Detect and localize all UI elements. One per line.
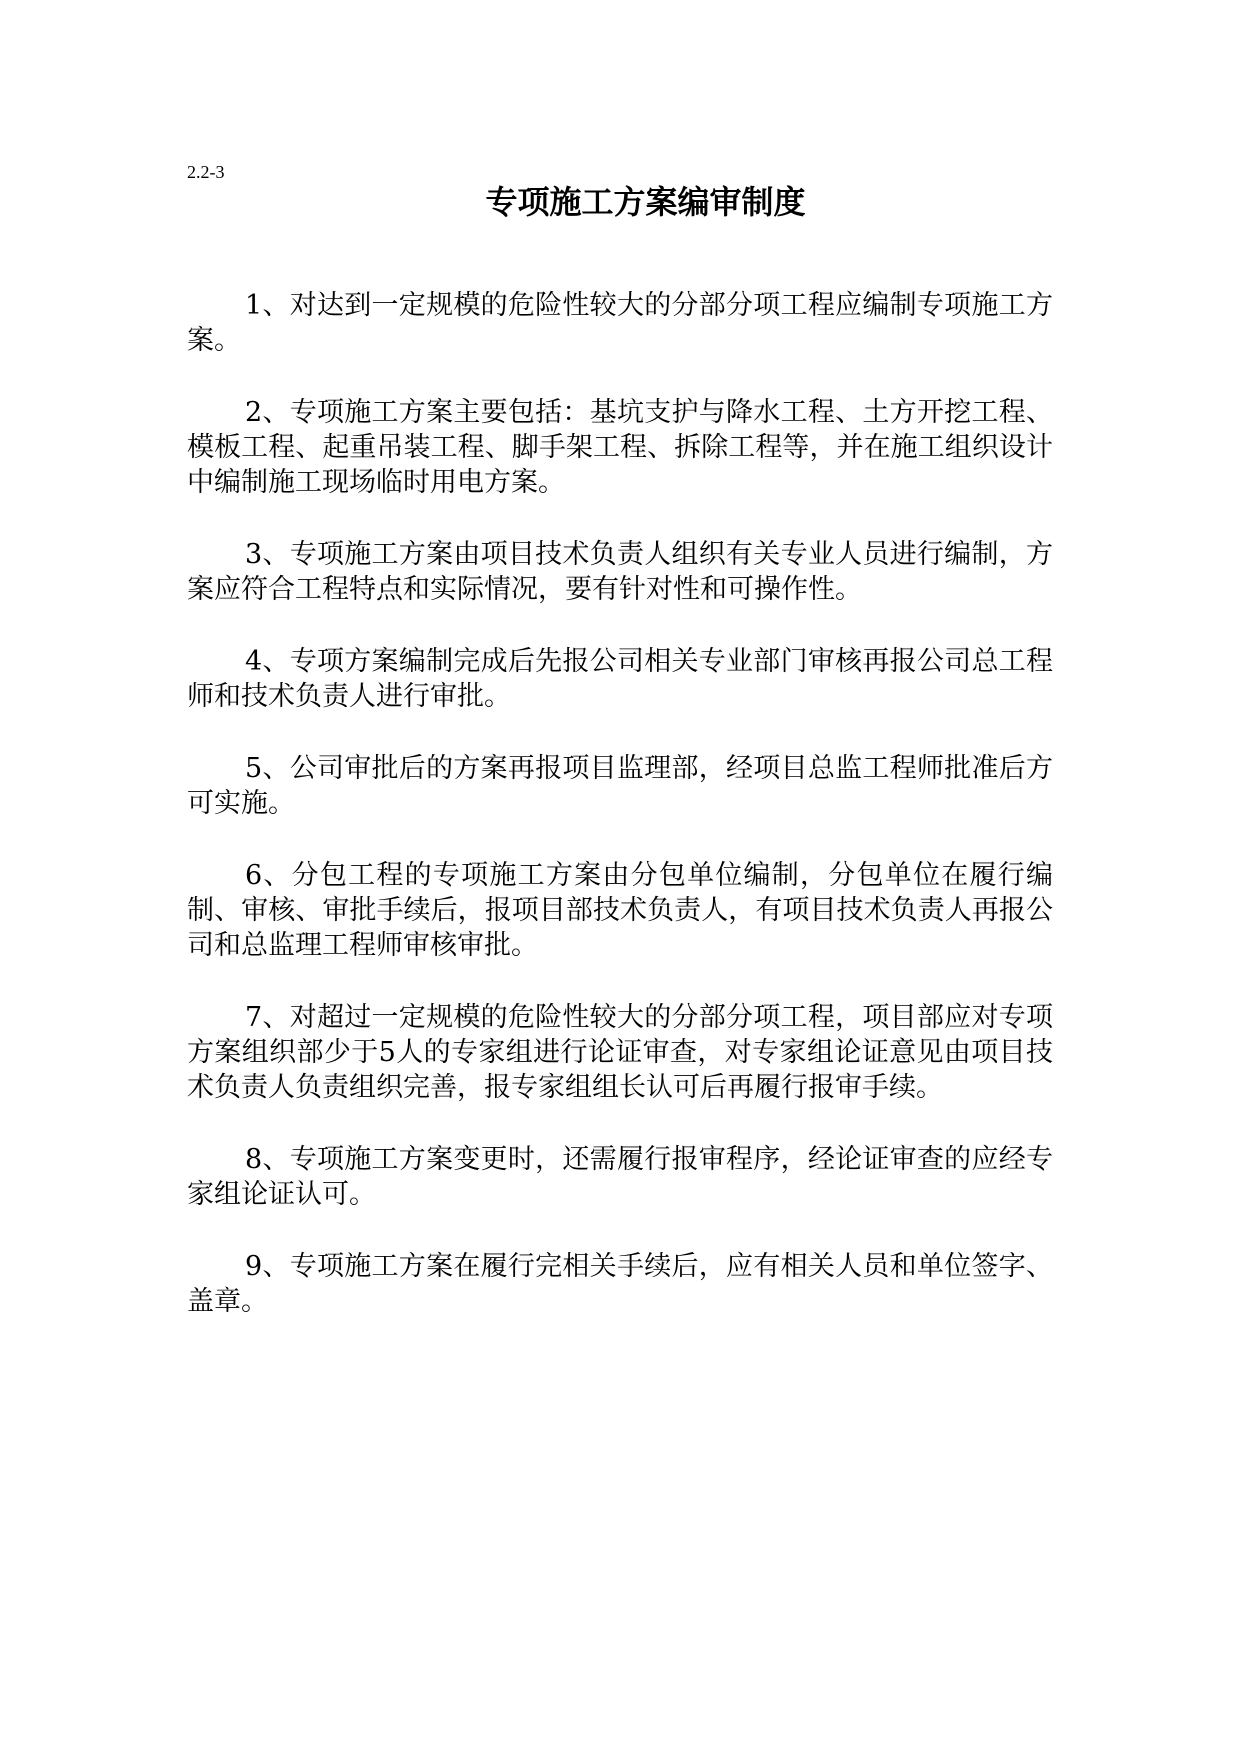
document-number: 2.2-3 (187, 162, 225, 182)
document-title: 专项施工方案编审制度 (485, 183, 806, 221)
clause-6: 6、分包工程的专项施工方案由分包单位编制，分包单位在履行编制、审核、审批手续后，报项目部技术负责人，有项目技术负责人再报公司和总监理工程师审核审批。 (187, 860, 1053, 961)
clause-4: 4、专项方案编制完成后先报公司相关专业部门审核再报公司总工程师和技术负责人进行审批。 (187, 646, 1053, 712)
clause-3: 3、专项施工方案由项目技术负责人组织有关专业人员进行编制，方案应符合工程特点和实际情况，要有针对性和可操作性。 (187, 539, 1053, 605)
clause-7: 7、对超过一定规模的危险性较大的分部分项工程，项目部应对专项方案组织部少于5人的专家组进行论证审查，对专家组论证意见由项目技术负责人负责组织完善，报专家组组长认可后再履行报审手续。 (187, 1002, 1053, 1103)
document-body (187, 288, 1053, 1356)
clause-1: 1、对达到一定规模的危险性较大的分部分项工程应编制专项施工方案。 (187, 290, 1053, 356)
clause-2: 2、专项施工方案主要包括：基坑支护与降水工程、土方开挖工程、模板工程、起重吊装工程、脚手架工程、拆除工程等，并在施工组织设计中编制施工现场临时用电方案。 (187, 397, 1053, 498)
clause-9: 9、专项施工方案在履行完相关手续后，应有相关人员和单位签字、盖章。 (187, 1251, 1053, 1317)
clause-5: 5、公司审批后的方案再报项目监理部，经项目总监工程师批准后方可实施。 (187, 753, 1053, 819)
clause-8: 8、专项施工方案变更时，还需履行报审程序，经论证审查的应经专家组论证认可。 (187, 1144, 1053, 1210)
